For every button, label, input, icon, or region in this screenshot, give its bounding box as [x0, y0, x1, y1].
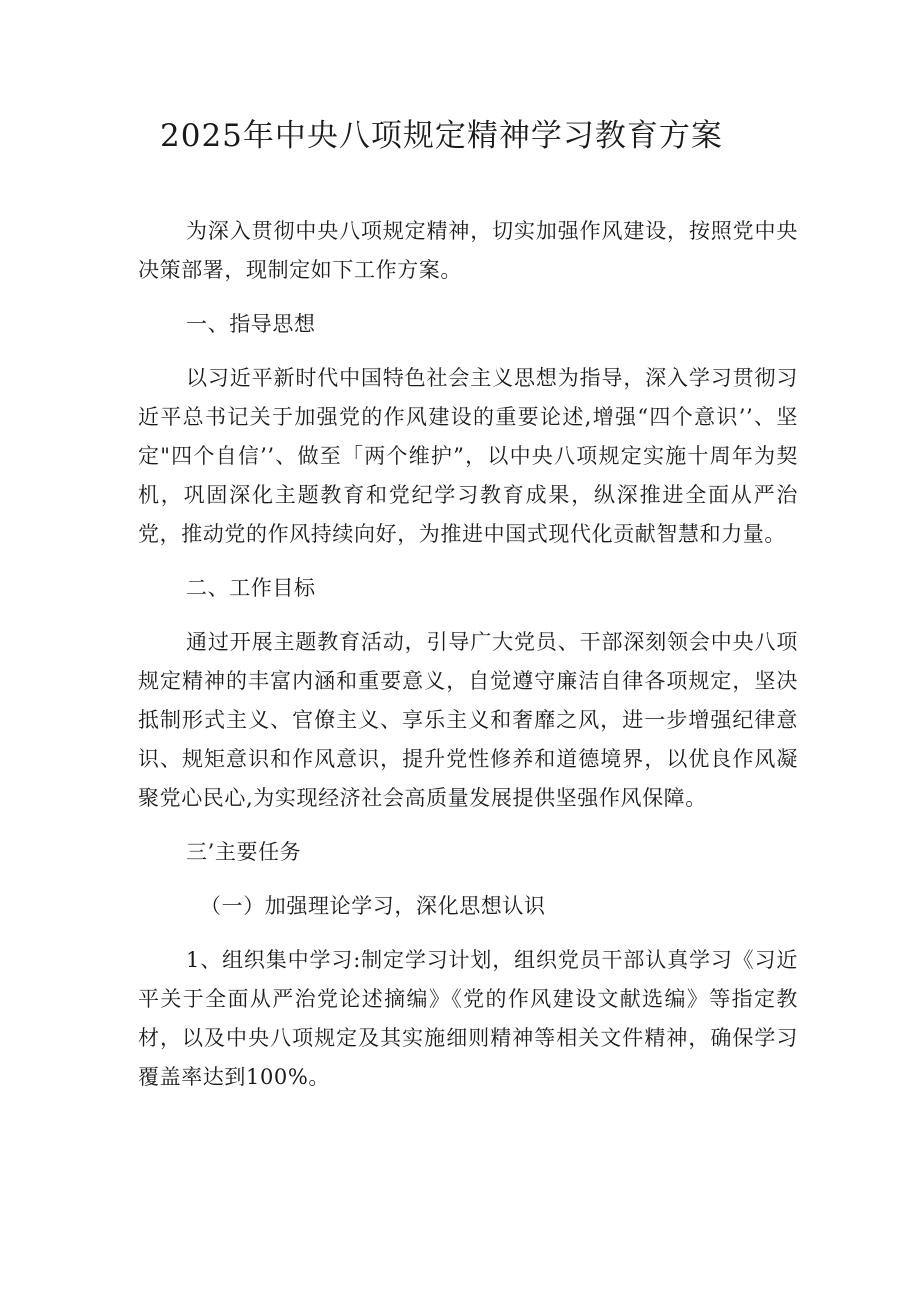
document-title: 2025年中央八项规定精神学习教育方案	[160, 118, 723, 154]
section-body-work-goals: 通过开展主题教育活动，引导广大党员、干部深刻领会中央八项规定精神的丰富内涵和重要意义，自觉遵守廉洁自律各项规定，坚决抵制形式主义、官僚主义、享乐主义和奢靡之风，进一步增强纪律意识、规矩意识和作风意识，提升党性修养和道德境界，以优良作风凝聚党心民心,为实现经济社会高质量发展提供坚强作风保障。	[138, 630, 798, 810]
subsection-heading-theory-study: （一）加强理论学习，深化思想认识	[200, 894, 546, 918]
section-heading-guiding-ideology: 一、指导思想	[186, 312, 316, 336]
section-body-guiding-ideology: 以习近平新时代中国特色社会主义思想为指导，深入学习贯彻习近平总书记关于加强党的作风建设的重要论述,增强“四个意识’’、坚定"四个自信’’、做至「两个维护”，以中央八项规定实施十周年为契机，巩固深化主题教育和党纪学习教育成果，纵深推进全面从严治党，推动党的作风持续向好，为推进中国式现代化贡献智慧和力量。	[138, 366, 798, 546]
list-item-centralized-study: 1、组织集中学习:制定学习计划，组织党员干部认真学习《习近平关于全面从严治党论述摘编》《党的作风建设文献选编》等指定教材，以及中央八项规定及其实施细则精神等相关文件精神，确保学习覆盖率达到100%。	[138, 948, 798, 1089]
section-heading-main-tasks: 三’主要任务	[186, 840, 302, 864]
document-body	[138, 212, 798, 1112]
section-heading-work-goals: 二、工作目标	[186, 576, 316, 600]
intro-paragraph: 为深入贯彻中央八项规定精神，切实加强作风建设，按照党中央决策部署，现制定如下工作方案。	[138, 219, 798, 282]
